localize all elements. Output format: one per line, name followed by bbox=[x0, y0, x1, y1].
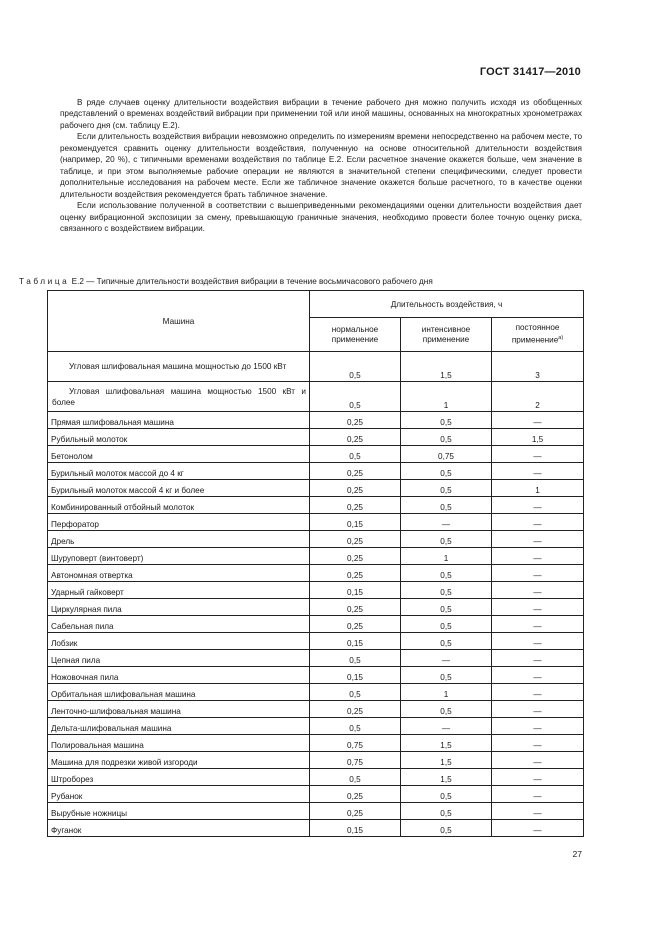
machine-name-cell: Лобзик bbox=[48, 633, 310, 650]
constant-use-cell: — bbox=[492, 820, 584, 837]
table-body bbox=[48, 352, 584, 837]
normal-use-cell: 0,25 bbox=[310, 429, 401, 446]
header-constant-line1: постоянное bbox=[515, 323, 560, 333]
normal-use-cell: 0,25 bbox=[310, 548, 401, 565]
normal-use-cell: 0,5 bbox=[310, 650, 401, 667]
intensive-use-cell: 0,5 bbox=[401, 412, 492, 429]
normal-use-cell: 0,25 bbox=[310, 616, 401, 633]
normal-use-cell: 0,15 bbox=[310, 820, 401, 837]
intensive-use-cell: 0,5 bbox=[401, 616, 492, 633]
normal-use-cell: 0,25 bbox=[310, 599, 401, 616]
constant-use-cell: — bbox=[492, 735, 584, 752]
intensive-use-cell: 0,5 bbox=[401, 803, 492, 820]
intensive-use-cell: 0,5 bbox=[401, 565, 492, 582]
normal-use-cell: 0,25 bbox=[310, 480, 401, 497]
header-constant-line2: применение bbox=[511, 335, 559, 345]
machine-name-cell: Бурильный молоток массой 4 кг и более bbox=[48, 480, 310, 497]
paragraph-3: Если использование полученной в соответствии с вышеприведенными рекомендациями оценки длительности воздействия дает оценку вибрационной экспозиции за смену, превышающую граничные значения, необходимо провести более точную оценку риска, связанного с воздействием вибрации. bbox=[60, 201, 582, 233]
normal-use-cell: 0,25 bbox=[310, 565, 401, 582]
table-row bbox=[48, 429, 584, 446]
table-row bbox=[48, 446, 584, 463]
intensive-use-cell: — bbox=[401, 514, 492, 531]
header-normal bbox=[310, 318, 401, 352]
table-row bbox=[48, 531, 584, 548]
table-row bbox=[48, 582, 584, 599]
page-number: 27 bbox=[572, 849, 582, 859]
normal-use-cell: 0,15 bbox=[310, 582, 401, 599]
header-machine: Машина bbox=[48, 291, 310, 352]
machine-name-cell: Комбинированный отбойный молоток bbox=[48, 497, 310, 514]
table-row bbox=[48, 786, 584, 803]
constant-use-cell: — bbox=[492, 752, 584, 769]
table-caption bbox=[19, 276, 594, 287]
normal-use-cell: 0,5 bbox=[310, 769, 401, 786]
constant-use-cell: 1,5 bbox=[492, 429, 584, 446]
machine-name-cell: Цепная пила bbox=[48, 650, 310, 667]
intensive-use-cell: 1,5 bbox=[401, 735, 492, 752]
constant-use-cell: — bbox=[492, 446, 584, 463]
header-normal-line2: применение bbox=[331, 334, 379, 344]
footnote-mark: а) bbox=[558, 335, 564, 342]
header-intensive-line1: интенсивное bbox=[421, 324, 471, 334]
table-row bbox=[48, 701, 584, 718]
header-intensive bbox=[401, 318, 492, 352]
table-row bbox=[48, 548, 584, 565]
constant-use-cell: — bbox=[492, 565, 584, 582]
normal-use-cell: 0,25 bbox=[310, 786, 401, 803]
table-row bbox=[48, 718, 584, 735]
table-row bbox=[48, 480, 584, 497]
machine-name-cell: Дрель bbox=[48, 531, 310, 548]
constant-use-cell: — bbox=[492, 412, 584, 429]
table-row bbox=[48, 684, 584, 701]
machine-name-cell: Дельта-шлифовальная машина bbox=[48, 718, 310, 735]
normal-use-cell: 0,25 bbox=[310, 531, 401, 548]
machine-name-cell: Шуруповерт (винтоверт) bbox=[48, 548, 310, 565]
table-row bbox=[48, 352, 584, 382]
constant-use-cell: 3 bbox=[492, 352, 584, 382]
constant-use-cell: — bbox=[492, 786, 584, 803]
intensive-use-cell: 0,5 bbox=[401, 582, 492, 599]
intensive-use-cell: 1 bbox=[401, 382, 492, 412]
header-normal-line1: нормальное bbox=[331, 324, 379, 334]
normal-use-cell: 0,25 bbox=[310, 412, 401, 429]
table-row bbox=[48, 735, 584, 752]
table-row bbox=[48, 667, 584, 684]
machine-name-cell: Машина для подрезки живой изгороди bbox=[48, 752, 310, 769]
constant-use-cell: — bbox=[492, 803, 584, 820]
intensive-use-cell: 1,5 bbox=[401, 752, 492, 769]
paragraph-2: Если длительность воздействия вибрации невозможно определить по измерениям времени непосредственно на рабочем месте, то рекомендуется сравнить оценку длительности воздействия, полученную на основе относительной длительности воздействия (например, 20 %), с типичными временами воздействия по таблице Е.2. Если расчетное значение окажется больше, чем значение в таблице, и при этом выполняемые рабочие операции не являются в значительной степени специфическими, следует провести дополнительные исследования на рабочем месте. Если же табличное значение окажется больше расчетного, то в качестве оценки длительности воздействия рекомендуется брать табличное значение. bbox=[60, 132, 582, 199]
duration-table bbox=[47, 290, 584, 837]
table-row bbox=[48, 514, 584, 531]
intensive-use-cell: 0,5 bbox=[401, 463, 492, 480]
constant-use-cell: — bbox=[492, 650, 584, 667]
intensive-use-cell: — bbox=[401, 650, 492, 667]
normal-use-cell: 0,5 bbox=[310, 718, 401, 735]
normal-use-cell: 0,25 bbox=[310, 803, 401, 820]
machine-name-cell: Рубильный молоток bbox=[48, 429, 310, 446]
table-row bbox=[48, 616, 584, 633]
machine-name-cell: Ножовочная пила bbox=[48, 667, 310, 684]
constant-use-cell: — bbox=[492, 463, 584, 480]
machine-name-cell: Рубанок bbox=[48, 786, 310, 803]
constant-use-cell: — bbox=[492, 616, 584, 633]
constant-use-cell: — bbox=[492, 599, 584, 616]
constant-use-cell: — bbox=[492, 514, 584, 531]
body-text bbox=[60, 97, 582, 234]
header-constant bbox=[492, 318, 584, 352]
machine-name-cell: Угловая шлифовальная машина мощностью 1500 кВт и более bbox=[48, 382, 310, 412]
normal-use-cell: 0,25 bbox=[310, 463, 401, 480]
constant-use-cell: 1 bbox=[492, 480, 584, 497]
machine-name-cell: Угловая шлифовальная машина мощностью до 1500 кВт bbox=[48, 352, 310, 382]
table-row bbox=[48, 463, 584, 480]
table-caption-label: Таблица bbox=[19, 277, 70, 286]
paragraph-1: В ряде случаев оценку длительности воздействия вибрации в течение рабочего дня можно получить исходя из обобщенных представлений о временах воздействий вибрации при применении той или иной машины, основанных на многократных хронометражах рабочего дня (см. таблицу Е.2). bbox=[60, 98, 582, 130]
machine-name-cell: Циркулярная пила bbox=[48, 599, 310, 616]
machine-name-cell: Фуганок bbox=[48, 820, 310, 837]
normal-use-cell: 0,5 bbox=[310, 446, 401, 463]
machine-name-cell: Полировальная машина bbox=[48, 735, 310, 752]
constant-use-cell: — bbox=[492, 531, 584, 548]
normal-use-cell: 0,5 bbox=[310, 382, 401, 412]
intensive-use-cell: 0,5 bbox=[401, 633, 492, 650]
normal-use-cell: 0,15 bbox=[310, 667, 401, 684]
intensive-use-cell: 0,5 bbox=[401, 599, 492, 616]
intensive-use-cell: 0,5 bbox=[401, 820, 492, 837]
machine-name-cell: Перфоратор bbox=[48, 514, 310, 531]
intensive-use-cell: 0,5 bbox=[401, 480, 492, 497]
normal-use-cell: 0,25 bbox=[310, 497, 401, 514]
table-row bbox=[48, 820, 584, 837]
header-intensive-line2: применение bbox=[422, 334, 470, 344]
normal-use-cell: 0,25 bbox=[310, 701, 401, 718]
intensive-use-cell: 1 bbox=[401, 684, 492, 701]
intensive-use-cell: 0,5 bbox=[401, 701, 492, 718]
normal-use-cell: 0,5 bbox=[310, 352, 401, 382]
table-row bbox=[48, 412, 584, 429]
intensive-use-cell: 1,5 bbox=[401, 352, 492, 382]
machine-name-cell: Орбитальная шлифовальная машина bbox=[48, 684, 310, 701]
constant-use-cell: — bbox=[492, 582, 584, 599]
constant-use-cell: — bbox=[492, 718, 584, 735]
table-row bbox=[48, 599, 584, 616]
constant-use-cell: — bbox=[492, 548, 584, 565]
machine-name-cell: Ударный гайковерт bbox=[48, 582, 310, 599]
table-row bbox=[48, 497, 584, 514]
table-row bbox=[48, 803, 584, 820]
normal-use-cell: 0,15 bbox=[310, 633, 401, 650]
normal-use-cell: 0,15 bbox=[310, 514, 401, 531]
table-row bbox=[48, 565, 584, 582]
table-row bbox=[48, 769, 584, 786]
document-code: ГОСТ 31417—2010 bbox=[479, 66, 581, 78]
normal-use-cell: 0,75 bbox=[310, 752, 401, 769]
table-row bbox=[48, 752, 584, 769]
constant-use-cell: — bbox=[492, 769, 584, 786]
intensive-use-cell: 1,5 bbox=[401, 769, 492, 786]
machine-name-cell: Сабельная пила bbox=[48, 616, 310, 633]
table-row bbox=[48, 382, 584, 412]
intensive-use-cell: 0,5 bbox=[401, 429, 492, 446]
constant-use-cell: 2 bbox=[492, 382, 584, 412]
normal-use-cell: 0,5 bbox=[310, 684, 401, 701]
machine-name-cell: Прямая шлифовальная машина bbox=[48, 412, 310, 429]
normal-use-cell: 0,75 bbox=[310, 735, 401, 752]
machine-name-cell: Бурильный молоток массой до 4 кг bbox=[48, 463, 310, 480]
intensive-use-cell: 1 bbox=[401, 548, 492, 565]
intensive-use-cell: 0,5 bbox=[401, 531, 492, 548]
constant-use-cell: — bbox=[492, 701, 584, 718]
machine-name-cell: Штроборез bbox=[48, 769, 310, 786]
machine-name-cell: Автономная отвертка bbox=[48, 565, 310, 582]
constant-use-cell: — bbox=[492, 684, 584, 701]
header-duration: Длительность воздействия, ч bbox=[310, 291, 584, 318]
machine-name-cell: Бетонолом bbox=[48, 446, 310, 463]
intensive-use-cell: 0,5 bbox=[401, 497, 492, 514]
table-row bbox=[48, 650, 584, 667]
machine-name-cell: Вырубные ножницы bbox=[48, 803, 310, 820]
table-caption-text: Е.2 — Типичные длительности воздействия вибрации в течение восьмичасового рабочего дня bbox=[71, 277, 433, 286]
intensive-use-cell: 0,5 bbox=[401, 667, 492, 684]
intensive-use-cell: — bbox=[401, 718, 492, 735]
constant-use-cell: — bbox=[492, 633, 584, 650]
constant-use-cell: — bbox=[492, 667, 584, 684]
intensive-use-cell: 0,5 bbox=[401, 786, 492, 803]
table-row bbox=[48, 633, 584, 650]
machine-name-cell: Ленточно-шлифовальная машина bbox=[48, 701, 310, 718]
constant-use-cell: — bbox=[492, 497, 584, 514]
intensive-use-cell: 0,75 bbox=[401, 446, 492, 463]
